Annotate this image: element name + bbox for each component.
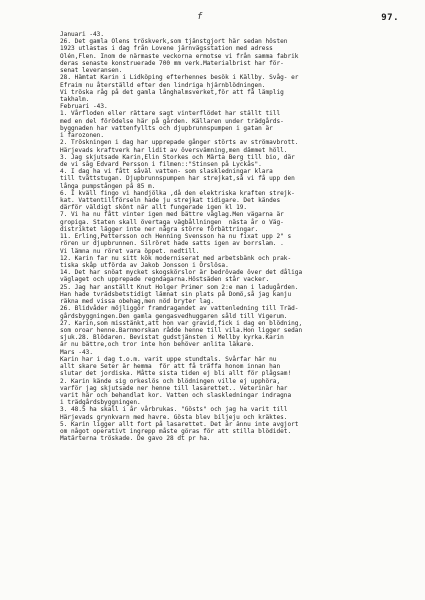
text-line: därför väldigt skönt när allt fungerade igen kl 19. xyxy=(60,204,248,212)
handwritten-mark: f xyxy=(197,12,203,22)
text-line: räkna med vissa obehag,men nöd bryter lag. xyxy=(60,298,215,306)
text-line: 3. Jag skjutsade Karin,Elin Storkes och Märta Berg till bio, där xyxy=(60,153,295,161)
text-line: 26. Blidvåder möjliggör framdragandet av vattenledning till Träd- xyxy=(60,305,299,313)
text-line: varit här och behandlat kor. Vatten och slaskledningar indragna xyxy=(60,391,292,399)
text-line: Vi tröska råg på det gamla långhalmsverket,för att få lämplig xyxy=(60,88,284,96)
text-line: 1. Vårfloden eller rättare sagt vinterflödet har ställt till xyxy=(60,110,281,118)
text-line: rören ur djupbrunnen. Silröret hade satts igen av borrslam. . xyxy=(60,240,284,248)
text-line: 2. Karin kände sig orkeslös och blödningen ville ej upphöra, xyxy=(60,377,281,385)
text-line: distriktet lägger inte ner några större förbättringar. xyxy=(60,225,259,233)
typewritten-text-block xyxy=(60,31,406,442)
text-line: gårdsbyggningen.Den gamla gengasvedhuggaren såld till Vigerum. xyxy=(60,312,288,320)
text-line: slutar det jordiska. Måtte sista tiden ej bli allt för plågsam! xyxy=(60,370,292,378)
text-line: 25. Jag har anställt Knut Holger Primer som 2:e man i ladugården. xyxy=(60,283,299,291)
text-line: 7. Vi ha nu fått vinter igen med bättre väglag.Men vägarna är xyxy=(60,211,284,219)
text-line: 28. Hämtat Karin i Lidköping efterhennes besök i Källby. Svåg- er xyxy=(60,74,299,82)
text-line: 2. Tröskningen i dag har upprepade gånger störts av strömavbrott. xyxy=(60,139,299,147)
text-line: 27. Karin,som misstänkt,att hon var gravid,fick i dag en blödning, xyxy=(60,319,303,327)
text-line: Matärterna tröskade. De gavo 28 dt pr ha. xyxy=(60,435,211,443)
text-line: Mars -43. xyxy=(60,348,94,356)
text-line: tiska skåp utförda av Jakob Jonsson i Örslösa. xyxy=(60,262,229,269)
text-line: 3. 48.5 ha skall i år vårbrukas. "Gösts" och jag ha varit till xyxy=(60,406,288,414)
text-line: 5. Karin ligger allt fort på lasarettet. Det är ännu inte avgjort xyxy=(60,420,299,428)
text-line: till tvättstugan. Djupbrunnspumpen har strejkat,så vi få upp den xyxy=(60,175,295,183)
text-line: Februari -43. xyxy=(60,103,108,111)
text-line: Olén,Flen. Inom de närmaste veckorna ermotse vi från samma fabrik xyxy=(60,52,299,60)
text-line: takhalm. xyxy=(60,95,90,103)
text-line: väglaget och upprepade regndagarna.Höstsäden står vacker. xyxy=(60,276,270,284)
text-line: varför jag skjutsade ner henne till lasarettet.. Veterinär har xyxy=(60,384,288,392)
text-line: 6. I kväll fingo vi handjölka ,då den elektriska kraften strejk- xyxy=(60,189,295,197)
text-line: Karin har i dag t.o.m. varit uppe stundtals. Svårfar här nu xyxy=(60,355,277,363)
text-line: 12. Karin far nu sitt kök moderniserat med arbetsbänk och prak- xyxy=(60,254,292,262)
text-line: om något operativt ingrepp måste göras för att stilla blödidet. xyxy=(60,428,292,436)
text-line: 11. Erling,Pettersson och Henning Svensson ha nu fixat upp 2" s xyxy=(60,233,292,241)
text-line: gropiga. Staten skall övertaga vägbållningen nästa år o Väg- xyxy=(60,218,284,226)
text-line: byggnaden har vattenfyllts och djupbrunnspumpen i gatan är xyxy=(60,124,273,132)
text-line: Han hade tvrädsbetstidigt lämnat sin plats på Domö,så jag kanju xyxy=(60,290,292,298)
text-line: Januari -43. xyxy=(60,31,105,38)
text-line: i farozonen. xyxy=(60,132,105,140)
text-line: 14. Det har snöat mycket skogskörslor är bedrövade över det dåliga xyxy=(60,269,303,277)
text-line: med en del förödelse här på gården. Källaren under trädgårds- xyxy=(60,117,284,125)
text-line: 26. Det gamla Olens tröskverk,som tjänstgjort här sedan hösten xyxy=(60,38,288,46)
text-line: sjuk.28. Blödaren. Bevistat gudstjänsten i Mellby kyrka.Karin xyxy=(60,334,284,342)
text-line: är nu bättre,och tror inte hon behöver anlita läkare. xyxy=(60,341,255,349)
text-line: deras senaste konstruerade 700 mm verk.Materialbrist har för- xyxy=(60,59,284,67)
page-number: 97. xyxy=(381,13,399,23)
text-line: senat leveransen. xyxy=(60,67,123,75)
text-line: allt skare Seter är hemma för att få träffa honom innan han xyxy=(60,363,281,371)
text-line: i trädgårdsbyggningen. xyxy=(60,399,141,407)
text-line: Efraim nu återställd efter den lindriga hjärnblödningen. xyxy=(60,81,266,89)
text-line: Härjevads kraftverk har lidit av översvämning,men dämmet höll. xyxy=(60,146,288,154)
text-line: 4. I dag ha vi fått såväl vatten- som slaskledningar klara xyxy=(60,168,273,176)
text-line: de vi såg Edvard Persson i filmen::"Stinsen på Lyckås". xyxy=(60,160,262,168)
text-line: långa pumpstången på 85 m. xyxy=(60,182,156,190)
text-line: som oroar henne.Barnmorskan rådde henne till vila.Hon ligger sedan xyxy=(60,326,303,334)
text-line: 1923 utlastas i dag från Lovene järnvägsstation med adress xyxy=(60,45,273,53)
text-line: kat. Vattentillförseln hade ju strejkat tidigare. Det kändes xyxy=(60,197,281,205)
text-line: Vi lämna nu röret vara öppet. nedtill. xyxy=(60,247,200,255)
text-line: Härjevads grynkvarn med havre. Gösta blev biljeju och kräktes. xyxy=(60,413,288,421)
